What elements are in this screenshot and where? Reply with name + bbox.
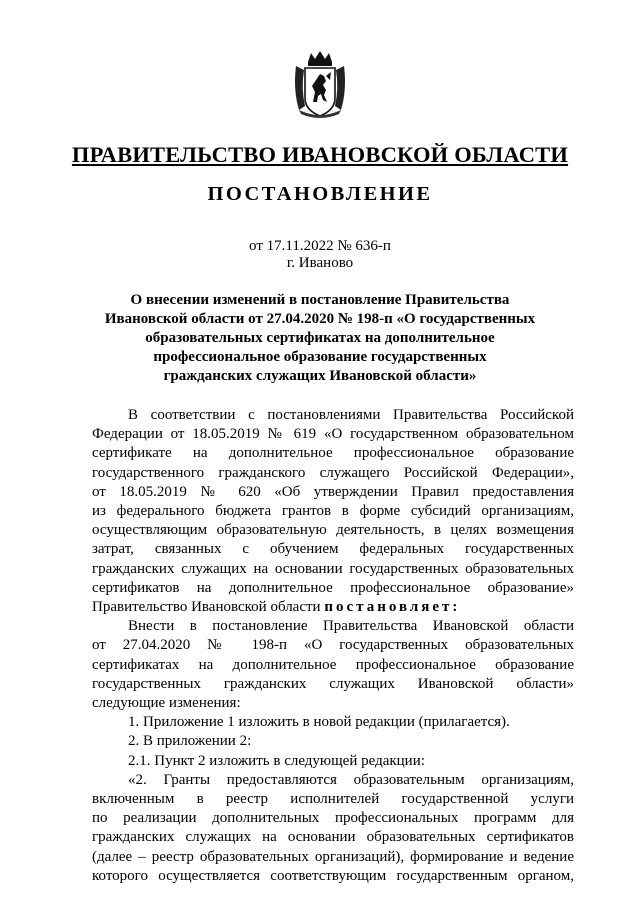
preamble-line: Федерации от 18.05.2019 № 619 «О государственном образовательном (92, 426, 574, 443)
preamble-line: сертификате на дополнительное профессиональное образование (92, 445, 574, 462)
document-title (100, 291, 540, 386)
preamble-line: В соответствии с постановлениями Правительства Российской (128, 407, 574, 423)
title-line: Ивановской области от 27.04.2020 № 198-п «О государственных (104, 311, 536, 327)
title-line: гражданских служащих Ивановской области» (163, 368, 477, 384)
item-1: 1. Приложение 1 изложить в новой редакции (прилагается). (128, 714, 510, 731)
title-line: профессиональное образование государственных (153, 349, 487, 365)
preamble-line: от 18.05.2019 № 620 «Об утверждении Правил предоставления (92, 483, 574, 500)
amend-line: следующие изменения: (92, 695, 241, 712)
title-line: О внесении изменений в постановление Правительства (130, 292, 510, 308)
preamble-last-line (92, 598, 574, 617)
preamble-line: гражданских служащих на основании государственных образовательных (92, 560, 574, 577)
item-2: 2. В приложении 2: (128, 733, 252, 750)
quote-line: включенным в реестр исполнителей государственной услуги (92, 791, 574, 808)
quoted-paragraph (92, 771, 574, 886)
amend-line: государственных гражданских служащих Ивановской области» (92, 675, 574, 692)
quote-line: (далее – реестр образовательных организаций), формирование и ведение (92, 848, 574, 865)
quote-line: гражданских служащих на основании образовательных сертификатов (92, 829, 574, 846)
document-body (92, 406, 574, 886)
document-type: ПОСТАНОВЛЕНИЕ (207, 183, 433, 205)
preamble-last-text: Правительство Ивановской области (92, 599, 321, 616)
preamble-line: сертификатов на дополнительное профессиональное образование» (92, 579, 574, 596)
preamble-line: из федерального бюджета грантов в форме субсидий организациям, (92, 503, 574, 520)
amend-line: от 27.04.2020 № 198-п «О государственных образовательных (92, 637, 574, 654)
quote-line: «2. Гранты предоставляются образовательным организациям, (128, 771, 574, 788)
coat-of-arms-emblem-icon (293, 50, 347, 120)
resolves-word: постановляет: (324, 599, 461, 616)
document-city: г. Иваново (286, 255, 354, 271)
amend-line: Внести в постановление Правительства Ивановской области (128, 618, 574, 635)
preamble-line: осуществляющим образовательную деятельность, в целях возмещения (92, 522, 574, 539)
amend-paragraph (92, 617, 574, 713)
item-2-1: 2.1. Пункт 2 изложить в следующей редакции: (128, 752, 425, 769)
amend-line: сертификатах на дополнительное профессиональное образование (92, 656, 574, 673)
preamble-paragraph (92, 406, 574, 617)
document-date-number: от 17.11.2022 № 636-п (249, 238, 391, 254)
quote-line: по реализации дополнительных профессиональных программ для (92, 810, 574, 827)
organization-name: ПРАВИТЕЛЬСТВО ИВАНОВСКОЙ ОБЛАСТИ (71, 142, 569, 167)
preamble-line: затрат, связанных с обучением федеральных государственных (92, 541, 574, 558)
title-line: образовательных сертификатах на дополнительное (145, 330, 495, 346)
preamble-line: государственного гражданского служащего Российской Федерации», (92, 464, 574, 481)
quote-line: которого осуществляется соответствующим государственным органом, (92, 867, 574, 884)
